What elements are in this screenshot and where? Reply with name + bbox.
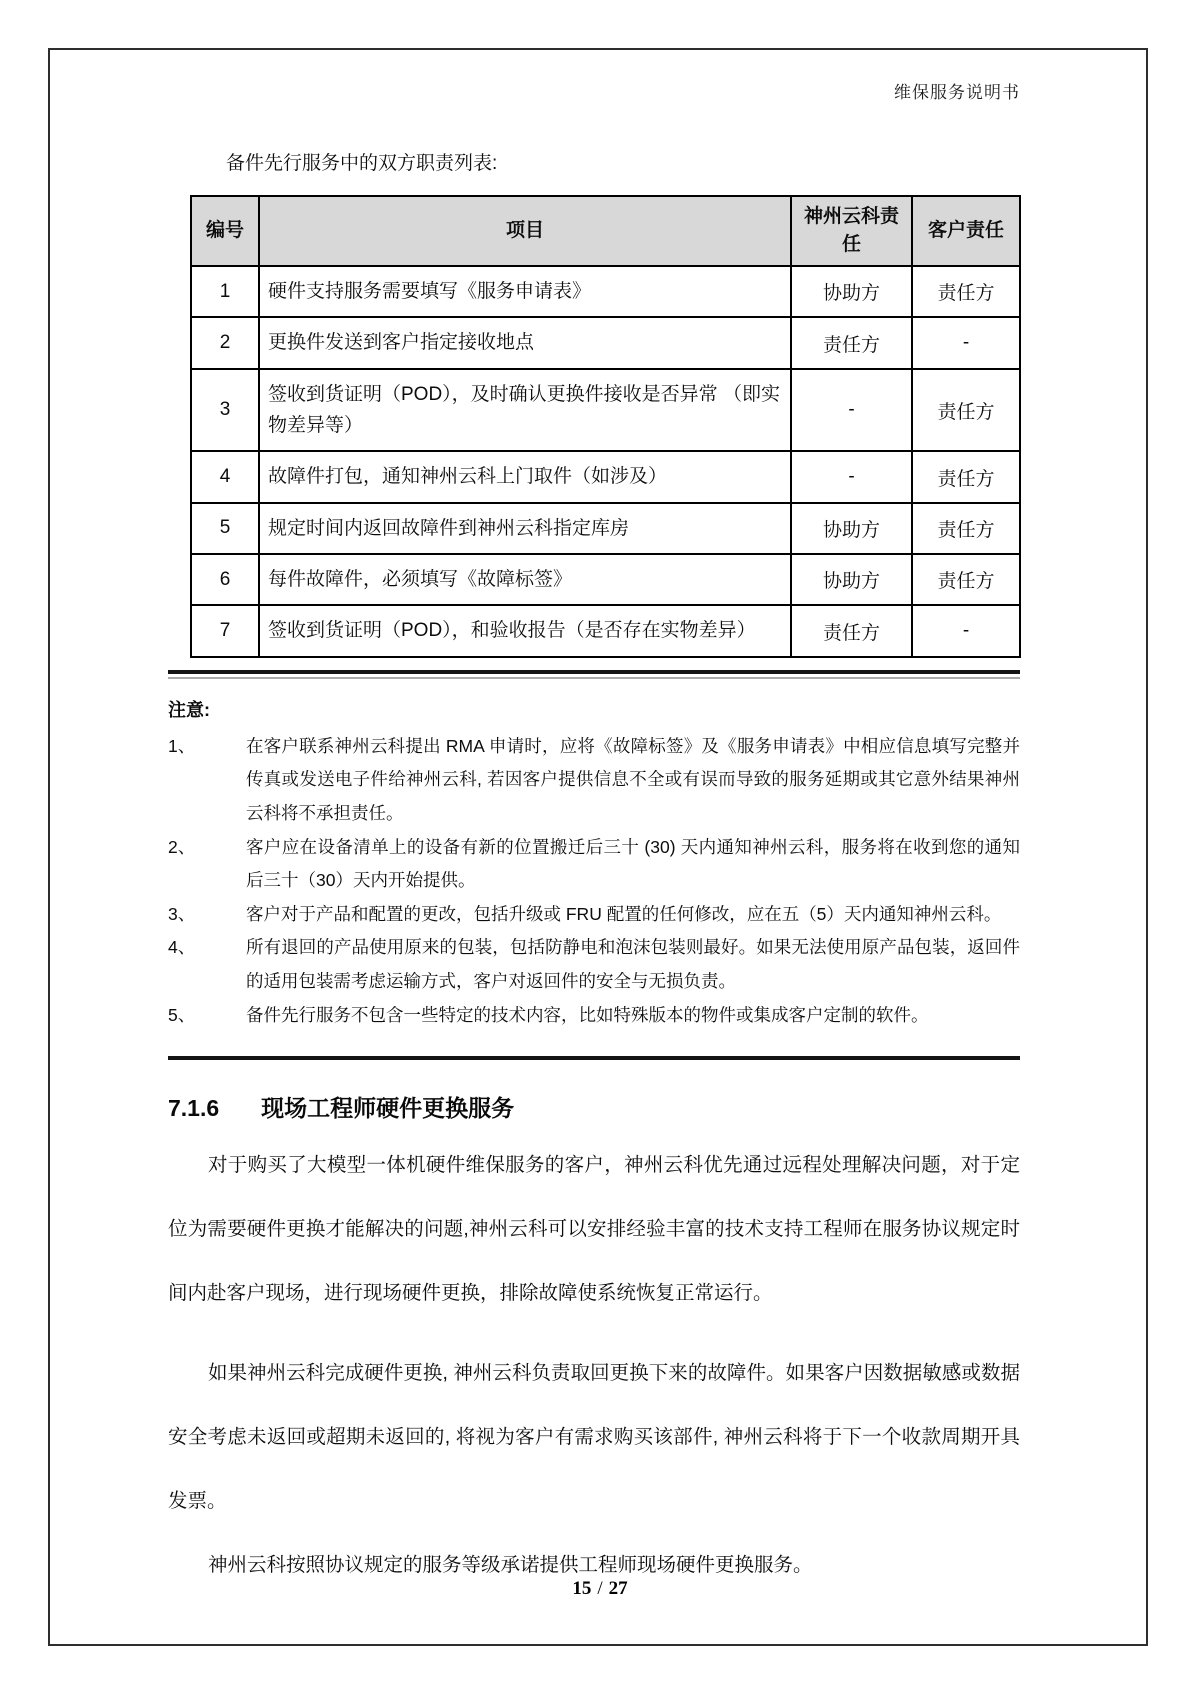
notes-label: 注意: xyxy=(168,699,210,720)
cell-item: 签收到货证明（POD），和验收报告（是否存在实物差异） xyxy=(259,605,791,656)
table-row xyxy=(191,317,1020,368)
cell-number: 2 xyxy=(191,317,259,368)
note-text: 客户对于产品和配置的更改，包括升级或 FRU 配置的任何修改，应在五（5）天内通知神州云科。 xyxy=(246,903,1002,924)
cell-vendor: - xyxy=(791,369,912,452)
note-text: 备件先行服务不包含一些特定的技术内容，比如特殊版本的物件或集成客户定制的软件。 xyxy=(246,1004,929,1025)
cell-customer: - xyxy=(912,605,1020,656)
page-number-separator: / xyxy=(597,1578,603,1599)
table-row xyxy=(191,605,1020,656)
document-header-title: 维保服务说明书 xyxy=(894,83,1020,102)
table-header-row xyxy=(191,196,1020,266)
note-item xyxy=(168,831,1020,898)
table-bottom-rule xyxy=(168,670,1020,679)
page-content xyxy=(168,148,1020,1597)
note-number: 2、 xyxy=(168,836,196,857)
note-text: 客户应在设备清单上的设备有新的位置搬迁后三十 (30) 天内通知神州云科，服务将在收到您的通知后三十（30）天内开始提供。 xyxy=(246,836,1020,891)
cell-customer: 责任方 xyxy=(912,503,1020,554)
cell-customer: 责任方 xyxy=(912,266,1020,317)
cell-item: 每件故障件，必须填写《故障标签》 xyxy=(259,554,791,605)
note-item xyxy=(168,898,1020,932)
col-header-customer-responsibility: 客户责任 xyxy=(912,196,1020,266)
table-row xyxy=(191,266,1020,317)
section-heading xyxy=(168,1090,1020,1123)
col-header-number: 编号 xyxy=(191,196,259,266)
cell-item: 硬件支持服务需要填写《服务申请表》 xyxy=(259,266,791,317)
cell-vendor: 协助方 xyxy=(791,554,912,605)
body-paragraph: 神州云科按照协议规定的服务等级承诺提供工程师现场硬件更换服务。 xyxy=(207,1554,813,1577)
table-row xyxy=(191,451,1020,502)
cell-number: 6 xyxy=(191,554,259,605)
page-number-total: 27 xyxy=(608,1578,628,1599)
cell-number: 4 xyxy=(191,451,259,502)
note-text: 在客户联系神州云科提出 RMA 申请时，应将《故障标签》及《服务申请表》中相应信息填写完整并传真或发送电子件给神州云科, 若因客户提供信息不全或有误而导致的服务延期或其它意外结果神州云科将不承担责任。 xyxy=(246,735,1020,823)
cell-customer: 责任方 xyxy=(912,369,1020,452)
section-number: 7.1.6 xyxy=(168,1095,220,1122)
cell-customer: - xyxy=(912,317,1020,368)
cell-number: 7 xyxy=(191,605,259,656)
cell-item: 签收到货证明（POD），及时确认更换件接收是否异常 （即实物差异等） xyxy=(259,369,791,452)
note-item xyxy=(168,999,1020,1033)
table-intro-text: 备件先行服务中的双方职责列表: xyxy=(226,153,498,174)
cell-customer: 责任方 xyxy=(912,554,1020,605)
page-number-current: 15 xyxy=(572,1578,592,1599)
page-footer xyxy=(0,1578,1200,1600)
note-number: 1、 xyxy=(168,735,196,756)
cell-item: 故障件打包，通知神州云科上门取件（如涉及） xyxy=(259,451,791,502)
note-number: 4、 xyxy=(168,937,196,958)
table-row xyxy=(191,554,1020,605)
col-header-vendor-responsibility: 神州云科责任 xyxy=(791,196,912,266)
note-item xyxy=(168,931,1020,998)
responsibility-table xyxy=(190,195,1021,658)
cell-number: 3 xyxy=(191,369,259,452)
table-row xyxy=(191,503,1020,554)
body-paragraph: 对于购买了大模型一体机硬件维保服务的客户，神州云科优先通过远程处理解决问题，对于定位为需要硬件更换才能解决的问题,神州云科可以安排经验丰富的技术支持工程师在服务协议规定时间内赴客户现场，进行现场硬件更换，排除故障使系统恢复正常运行。 xyxy=(168,1154,1020,1305)
cell-vendor: 责任方 xyxy=(791,605,912,656)
cell-vendor: - xyxy=(791,451,912,502)
body-paragraph: 如果神州云科完成硬件更换, 神州云科负责取回更换下来的故障件。如果客户因数据敏感或数据安全考虑未返回或超期未返回的, 将视为客户有需求购买该部件, 神州云科将于下一个收款周期开具发票。 xyxy=(168,1362,1020,1513)
cell-item: 更换件发送到客户指定接收地点 xyxy=(259,317,791,368)
note-number: 5、 xyxy=(168,1004,196,1025)
cell-customer: 责任方 xyxy=(912,451,1020,502)
col-header-item: 项目 xyxy=(259,196,791,266)
section-title: 现场工程师硬件更换服务 xyxy=(261,1095,515,1122)
cell-vendor: 协助方 xyxy=(791,503,912,554)
cell-vendor: 责任方 xyxy=(791,317,912,368)
cell-number: 1 xyxy=(191,266,259,317)
note-number: 3、 xyxy=(168,903,196,924)
cell-item: 规定时间内返回故障件到神州云科指定库房 xyxy=(259,503,791,554)
note-text: 所有退回的产品使用原来的包装，包括防静电和泡沫包装则最好。如果无法使用原产品包装，返回件的适用包装需考虑运输方式，客户对返回件的安全与无损负责。 xyxy=(246,937,1020,991)
note-item xyxy=(168,730,1020,831)
table-row xyxy=(191,369,1020,452)
cell-number: 5 xyxy=(191,503,259,554)
section-separator-rule xyxy=(168,1056,1020,1060)
cell-vendor: 协助方 xyxy=(791,266,912,317)
